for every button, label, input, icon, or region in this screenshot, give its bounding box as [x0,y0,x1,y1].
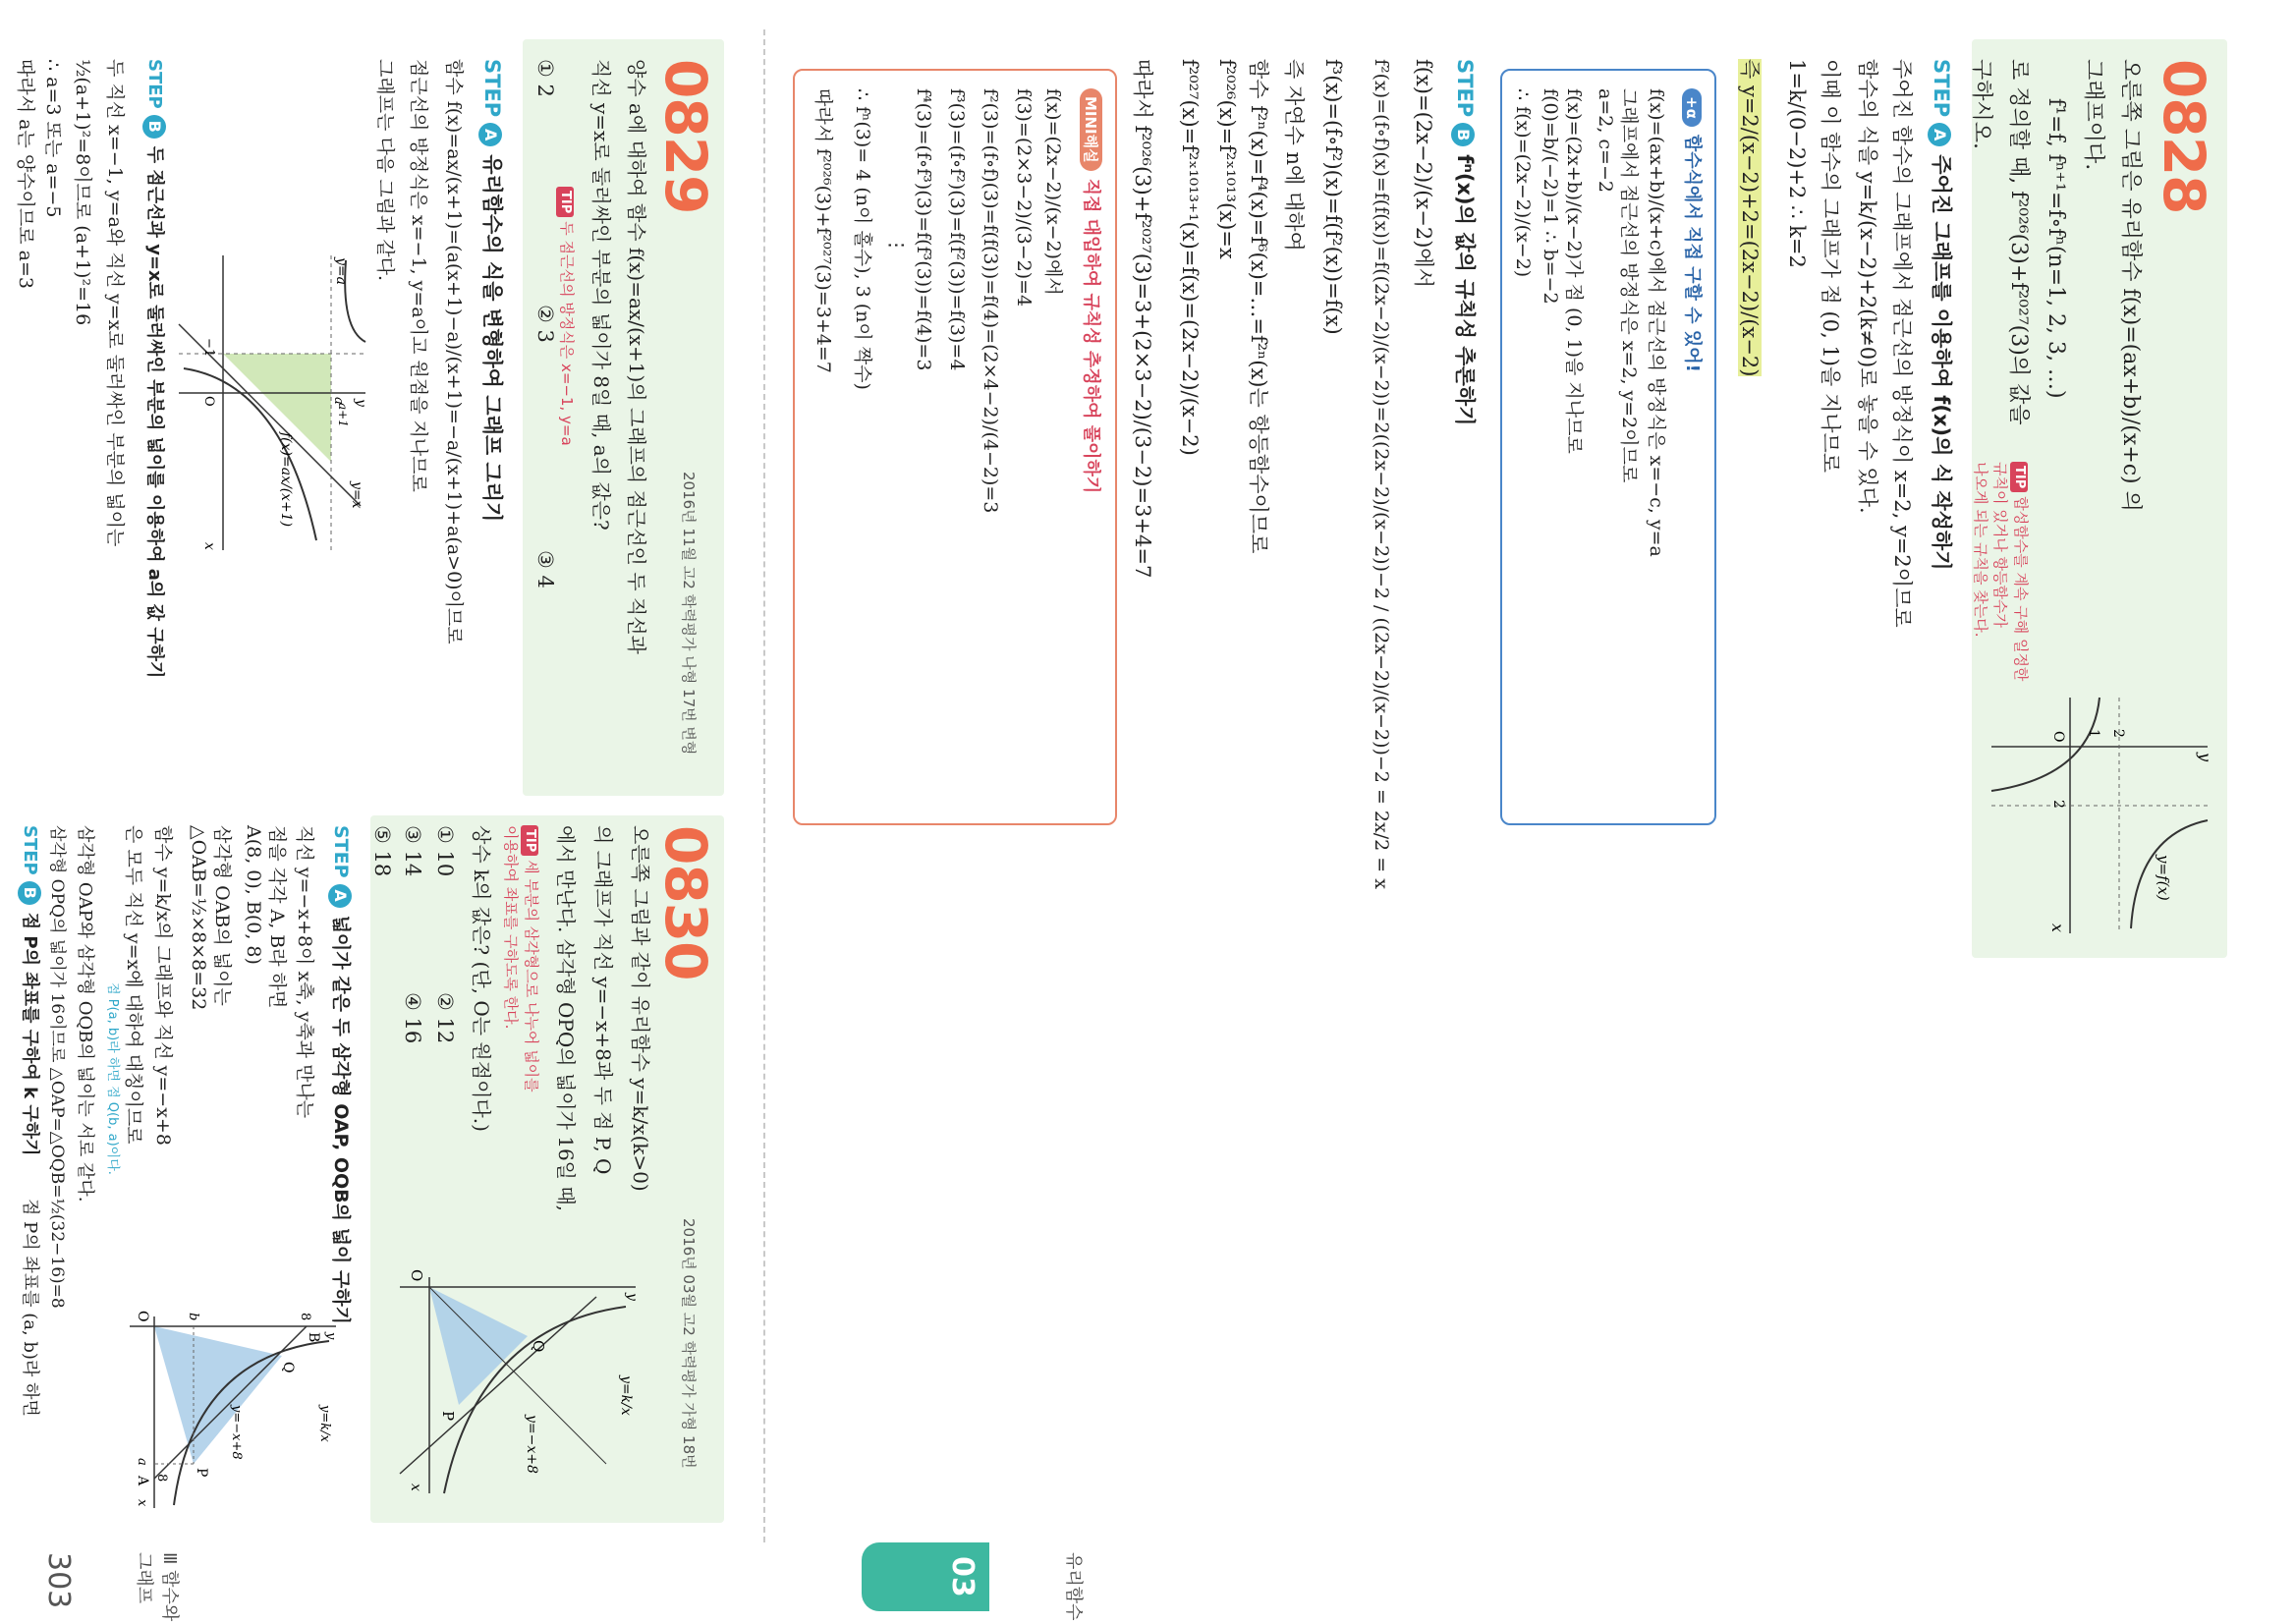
tip-badge: TIP [556,187,574,217]
step-b-0830 [18,825,44,1156]
choice-0829-2[interactable]: ② 3 [533,305,557,343]
mini-line-5: f⁴(3)=(f∘f³)(3)=f(f³(3))=f(4)=3 [913,88,934,371]
graph-0829-y-label: y [353,399,368,407]
choice-0830-2[interactable]: ② 12 [433,992,457,1044]
problem-number-0829: 0829 [652,59,719,214]
label-b: b [186,1313,200,1321]
label-B: B [306,1332,321,1343]
question-0830-line-4: 상수 k의 값은? (단, O는 원점이다.) [470,825,493,1132]
graph-0830-point-O: O [408,1269,425,1282]
choice-0830-1[interactable]: ① 10 [433,825,457,877]
0830-a-line-3: A(8, 0), B(0, 8) [243,825,264,965]
tip-0829 [556,187,577,481]
tip-badge: TIP [2010,462,2028,492]
mini-box-title-text: 직접 대입하여 규칙성 추정하여 풀이하기 [1081,178,1101,494]
alpha-box-title [1681,88,1707,372]
step-tag: STEP [330,825,352,878]
step-badge-b: B [1451,123,1475,146]
choice-0829-1[interactable]: ① 2 [533,59,557,97]
step-badge-b: B [18,881,41,905]
chapter-name: 유리함수 [1063,1552,1084,1621]
label-8-y: 8 [298,1313,312,1321]
alpha-line-3: a=2, c=−2 [1595,88,1616,193]
graph-0830 [390,1248,645,1503]
0829-b-line-3: ∴ a=3 또는 a=−5 [42,59,64,218]
label-8-x: 8 [154,1474,169,1483]
question-0830-line-2: 의 그래프가 직선 y=−x+8과 두 점 P, Q [591,825,615,1175]
0828-a-line-4: 1=k/(0−2)+2 ∴ k=2 [1785,59,1809,268]
step-a-0829-title: 유리함수의 식을 변형하여 그래프 그리기 [480,154,504,523]
graph-0829-tick-a: a [331,397,346,405]
mini-line-4: f³(3)=(f∘f²)(3)=f(f²(3))=f(3)=4 [946,88,968,371]
step-b-0828-title: fⁿ(x)의 값의 규칙성 추론하기 [1453,154,1477,426]
problem-number-0828: 0828 [2151,59,2217,214]
question-0830-line-1: 오른쪽 그림과 같이 유리함수 y=k/x(k>0) [629,825,652,1192]
graph-0830-solution [125,1297,341,1513]
0830-a-line-4: 삼각형 OAB의 넓이는 [211,825,233,1006]
0830-a-line-2: 점을 각각 A, B라 하면 [266,825,288,1009]
alpha-box-title-text: 함수식에서 직접 구할 수 있어! [1682,134,1703,372]
step-badge-a: A [478,123,502,146]
0829-a-line-3: 그래프는 다음 그림과 같다. [374,59,396,282]
tip-badge: TIP [521,825,538,856]
0830-a-line-1: 직선 y=−x+8이 x축, y축과 만나는 [294,825,315,1119]
graph2-curve-label: y=k/x [317,1405,332,1442]
0828-b-line-1: f(x)=(2x−2)/(x−2)에서 [1412,59,1435,288]
graph-0830-x-label: x [408,1484,423,1491]
0829-a-line-1: 함수 f(x)=ax/(x+1)=(a(x+1)−a)/(x+1)=−a/(x+1)+a(a>0)이므로 [443,59,465,644]
graph-0830-point-P: P [439,1411,457,1422]
0828-a-line-3: 이때 이 함수의 그래프가 점 (0, 1)을 지나므로 [1819,59,1842,474]
question-0828-line-4-text: 로 정의할 때, f²⁰²⁶(3)+f²⁰²⁷(3)의 값을 [2006,59,2031,425]
alpha-line-1: f(x)=(ax+b)/(x+c)에서 점근선의 방정식은 x=−c, y=a [1646,88,1667,557]
0830-a-line-5: △OAB=½×8×8=32 [188,825,209,1011]
step-badge-a: A [328,884,352,908]
mini-line-8: 따라서 f²⁰²⁶(3)+f²⁰²⁷(3)=3+4=7 [812,88,834,373]
0828-b-line-4: 즉 자연수 n에 대하여 [1282,59,1306,252]
step-a-0828 [1928,59,1957,570]
source-0829: 2016년 11월 고2 학력평가 나형 17번 변형 [680,472,698,756]
step-b-0828 [1451,59,1481,425]
note-0830: 점 P(a, b)라 하면 점 Q(b, a)이다. [105,982,120,1175]
0830-b-line-1: 점 P의 좌표를 (a, b)라 하면 [20,1199,40,1417]
mini-line-3: f²(3)=(f∘f)(3)=f(f(3))=f(4)=(2×4−2)/(4−2)=3 [980,88,1001,514]
0829-b-line-1: 두 직선 x=−1, y=a와 직선 y=x로 둘러싸인 부분의 넓이는 [104,59,126,547]
triangle-OPQ [429,1287,528,1405]
graph-0828-tick-O: O [2050,731,2066,743]
step-b-0829-title: 두 점근선과 y=x로 둘러싸인 부분의 넓이를 이용하여 a의 값 구하기 [144,145,165,679]
problem-number-0830: 0830 [652,825,719,980]
graph-0829 [174,236,370,570]
graph-0829-seg-label: a+1 [336,403,350,427]
label-a: a [135,1458,149,1466]
tip-0828 [1971,462,2031,717]
0829-a-line-2: 점근선의 방정식은 x=−1, y=a이고 원점을 지나므로 [408,59,429,492]
graph-0828-tick-2x: 2 [2050,800,2066,809]
graph-0830-line-label: y=−x+8 [524,1415,539,1474]
0828-a-line-1: 주어진 함수의 그래프에서 점근선의 방정식이 x=2, y=2이므로 [1890,59,1914,628]
graph-0828-curve-label: y=f(x) [2155,855,2172,901]
graph-0830-curve-label: y=k/x [618,1375,634,1416]
question-0828-line-3: f¹=f, fⁿ⁺¹=f∘fⁿ(n=1, 2, 3, …) [2044,98,2068,399]
0828-a-line-5 [1736,59,1765,376]
choice-0830-3[interactable]: ③ 14 [401,825,424,877]
mini-line-2: f(3)=(2×3−2)/(3−2)=4 [1013,88,1035,308]
question-0829-line-1: 양수 a에 대하여 함수 f(x)=ax/(x+1)의 그래프의 점근선인 두 직선과 [625,59,648,654]
question-0828-line-2: 그래프이다. [2081,59,2105,171]
graph-0829-line-label: y=x [349,481,364,509]
0830-a-line-8: 삼각형 OAP와 삼각형 OQB의 넓이는 서로 같다. [75,825,95,1203]
graph-0828-x-label: x [2048,924,2067,933]
tip-0830 [501,825,541,1238]
mini-line-7: ∴ fⁿ(3)= 4 (n이 홀수), 3 (n이 짝수) [852,88,873,390]
0830-a-line-9: 삼각형 OPQ의 넓이가 16이므로 △OAP=△OQB=½(32−16)=8 [47,825,67,1309]
section-title: Ⅲ 함수와 그래프 [134,1552,180,1622]
tip-0828-line-3: 나오게 되는 규칙을 찾는다. [1972,462,1990,638]
chapter-tab [862,1542,989,1611]
step-a-0828-title: 주어진 그래프를 이용하여 f(x)의 식 작성하기 [1930,154,1953,571]
graph-0828 [1982,688,2217,943]
question-0829-line-2: 직선 y=x로 둘러싸인 부분의 넓이가 8일 때, a의 값은? [589,59,613,531]
step-a-0829 [478,59,508,522]
page-number: 303 [41,1552,76,1609]
alpha-line-4: f(x)=(2x+b)/(x−2)가 점 (0, 1)을 지나므로 [1563,88,1585,454]
graph-0829-tick-minus1: −1 [201,338,216,358]
step-badge-b: B [142,115,166,139]
step-badge-a: A [1928,123,1951,146]
chapter-number: 03 [945,1556,980,1597]
graph-0830-point-Q: Q [530,1340,547,1353]
tip-0828-line-1: 합성함수를 계속 구해 일정한 [2012,496,2030,682]
step-tag: STEP [20,825,40,875]
step-tag: STEP [480,59,504,118]
step-tag: STEP [1453,59,1477,118]
0828-b-line-6: f²⁰²⁶(x)=f²ˣ¹⁰¹³(x)=x [1215,59,1239,259]
tip-0829-text: 두 점근선의 방정식은 x=−1, y=a [558,221,576,446]
0829-b-line-2: ½(a+1)²=8이므로 (a+1)²=16 [72,59,93,326]
0828-b-line-3: f³(x)=(f∘f²)(x)=f(f²(x))=f(x) [1321,59,1345,335]
graph2-line-label: y=−x+8 [229,1405,244,1460]
question-0830-line-3: 에서 만난다. 삼각형 OPQ의 넓이가 16일 때, [554,825,578,1212]
label-Q: Q [280,1362,296,1373]
graph-0828-tick-1: 1 [2086,729,2101,738]
graph-0829-tick-O: O [201,396,216,407]
graph-0829-x-label: x [201,542,217,550]
mini-pill: MINI해설 [1080,88,1102,171]
question-0828-line-4 [1999,59,2038,425]
0829-b-line-4: 따라서 a는 양수이므로 a=3 [15,59,36,289]
alpha-line-6: ∴ f(x)=(2x−2)/(x−2) [1512,88,1534,278]
mini-line-1: f(x)=(2x−2)/(x−2)에서 [1042,88,1064,296]
mini-line-6: ⋮ [885,236,907,254]
source-0830: 2016년 03월 고2 학력평가 가형 18번 [680,1218,698,1469]
tip-0830-line-2: 이용하여 좌표를 구하도록 한다. [502,825,521,1030]
0828-a-line-5-text: 즉 y=2/(x−2)+2=(2x−2)/(x−2) [1738,59,1762,377]
0828-b-line-2: f²(x)=(f∘f)(x)=f(f(x))=f((2x−2)/(x−2))=2((2x−2)/(x−2))−2 / ((2x−2)/(x−2))−2 = 2x/2 = x [1371,59,1392,889]
0830-a-line-6: 함수 y=k/x의 그래프와 직선 y=−x+8 [152,825,174,1146]
choice-0830-4[interactable]: ④ 16 [401,992,424,1044]
alpha-line-2: 그래프에서 점근선의 방정식은 x=2, y=2이므로 [1618,88,1640,483]
step-tag: STEP [1930,59,1953,118]
graph-0828-tick-2y: 2 [2110,729,2126,738]
question-0828-line-5: 구하시오. [1969,59,1993,150]
step-tag: STEP [144,59,165,109]
graph2-x-label: x [135,1499,149,1507]
step-b-0829 [142,59,169,678]
curve-left-branch [1991,698,2100,791]
label-A: A [135,1476,150,1486]
0828-b-line-7: f²⁰²⁷(x)=f²ˣ¹⁰¹³⁺¹(x)=f(x)=(2x−2)/(x−2) [1178,59,1202,456]
alpha-pill: +α [1682,88,1702,127]
0828-b-line-5: 함수 f²ⁿ(x)=f⁴(x)=f⁶(x)=…=f²ⁿ(x)는 항등함수이므로 [1247,59,1270,554]
0828-b-line-8: 따라서 f²⁰²⁶(3)+f²⁰²⁷(3)=3+(2×3−2)/(3−2)=3+4=7 [1131,59,1154,579]
choice-0830-5[interactable]: ⑤ 18 [370,825,394,877]
shaded-triangle [223,354,331,462]
label-P: P [194,1468,209,1478]
graph-0829-asym-label: y=a [333,257,349,285]
question-0828-line-1: 오른쪽 그림은 유리함수 f(x)=(ax+b)/(x+c) 의 [2118,59,2143,512]
label-O: O [135,1311,150,1322]
alpha-line-5: f(0)=b/(−2)=1 ∴ b=−2 [1540,88,1561,305]
0830-a-line-7: 은 모두 직선 y=x에 대하여 대칭이므로 [123,825,144,1145]
graph-0828-y-label: y [2196,753,2214,762]
column-divider [763,29,765,1542]
tip-0828-line-2: 규칙이 있거나 항등함수가 [1991,462,2010,628]
0828-a-line-2: 함수의 식을 y=k/(x−2)+2(k≠0)로 놓을 수 있다. [1856,59,1879,514]
graph2-y-label: y [323,1332,338,1340]
tip-0830-line-1: 세 부분의 삼각형으로 나누어 넓이를 [523,860,540,1092]
step-b-0830-title: 점 P의 좌표를 구하여 k 구하기 [20,912,40,1156]
mini-box-title [1080,88,1105,493]
step-a-0830 [328,825,356,1324]
step-a-0830-title: 넓이가 같은 두 삼각형 OAP, OQB의 넓이 구하기 [330,915,352,1324]
graph-0830-y-label: y [624,1293,640,1301]
choice-0829-3[interactable]: ③ 4 [533,550,557,588]
graph-0829-curve-label: f(x)=ax/(x+1) [278,432,294,528]
